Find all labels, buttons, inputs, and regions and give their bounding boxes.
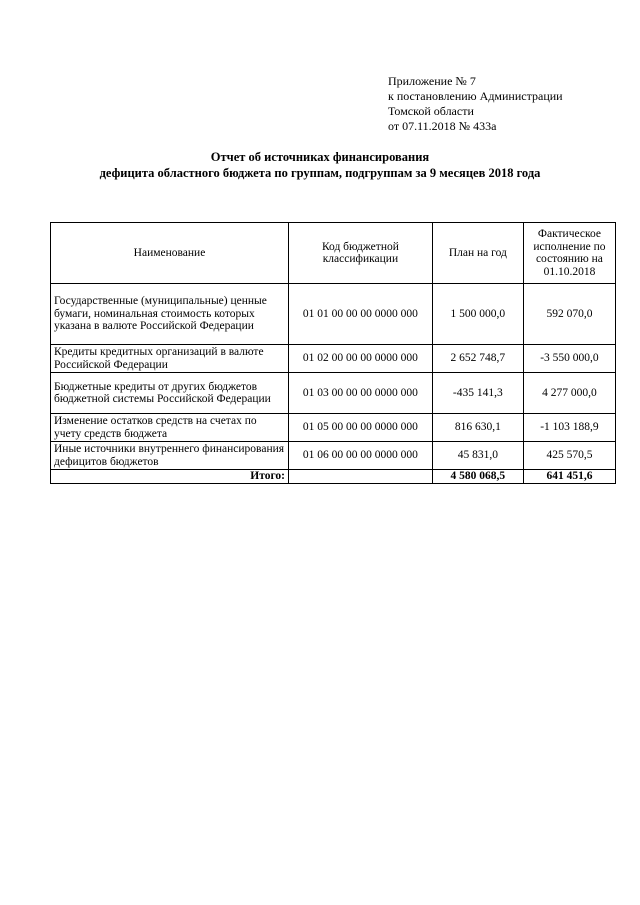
table-row	[51, 373, 616, 414]
table-row	[51, 442, 616, 470]
row-plan: 45 831,0	[432, 442, 523, 470]
total-row	[51, 470, 616, 484]
appendix-line: к постановлению Администрации	[388, 89, 563, 103]
row-actual: -3 550 000,0	[523, 345, 615, 373]
row-name: Государственные (муниципальные) ценные бумаги, номинальная стоимость которых указана в валюте Российской Федерации	[51, 284, 289, 345]
row-plan: 1 500 000,0	[432, 284, 523, 345]
row-name: Кредиты кредитных организаций в валюте Российской Федерации	[51, 345, 289, 373]
row-code: 01 02 00 00 00 0000 000	[289, 345, 433, 373]
row-plan: -435 141,3	[432, 373, 523, 414]
row-name: Изменение остатков средств на счетах по учету средств бюджета	[51, 414, 289, 442]
appendix-block	[388, 74, 563, 134]
appendix-line: Приложение № 7	[388, 74, 476, 88]
row-code: 01 01 00 00 00 0000 000	[289, 284, 433, 345]
row-actual: 4 277 000,0	[523, 373, 615, 414]
appendix-line: Томской области	[388, 104, 474, 118]
report-title	[0, 149, 640, 181]
row-name: Бюджетные кредиты от других бюджетов бюджетной системы Российской Федерации	[51, 373, 289, 414]
row-plan: 816 630,1	[432, 414, 523, 442]
appendix-line: от 07.11.2018 № 433а	[388, 119, 497, 133]
row-code: 01 03 00 00 00 0000 000	[289, 373, 433, 414]
row-code: 01 05 00 00 00 0000 000	[289, 414, 433, 442]
title-line: дефицита областного бюджета по группам, подгруппам за 9 месяцев 2018 года	[99, 166, 541, 180]
table-row	[51, 345, 616, 373]
header-actual: Фактическое исполнение по состоянию на 01.10.2018	[523, 223, 615, 284]
total-code-empty	[289, 470, 433, 484]
header-name: Наименование	[51, 223, 289, 284]
row-actual: 425 570,5	[523, 442, 615, 470]
table-row	[51, 284, 616, 345]
total-plan: 4 580 068,5	[432, 470, 523, 484]
row-code: 01 06 00 00 00 0000 000	[289, 442, 433, 470]
row-plan: 2 652 748,7	[432, 345, 523, 373]
header-code: Код бюджетной классификации	[289, 223, 433, 284]
row-actual: 592 070,0	[523, 284, 615, 345]
table-row	[51, 414, 616, 442]
total-label: Итого:	[51, 470, 289, 484]
header-plan: План на год	[432, 223, 523, 284]
title-line: Отчет об источниках финансирования	[210, 150, 430, 164]
row-name: Иные источники внутреннего финансирования дефицитов бюджетов	[51, 442, 289, 470]
row-actual: -1 103 188,9	[523, 414, 615, 442]
table-header-row	[51, 223, 616, 284]
total-actual: 641 451,6	[523, 470, 615, 484]
financing-sources-table	[50, 222, 616, 484]
